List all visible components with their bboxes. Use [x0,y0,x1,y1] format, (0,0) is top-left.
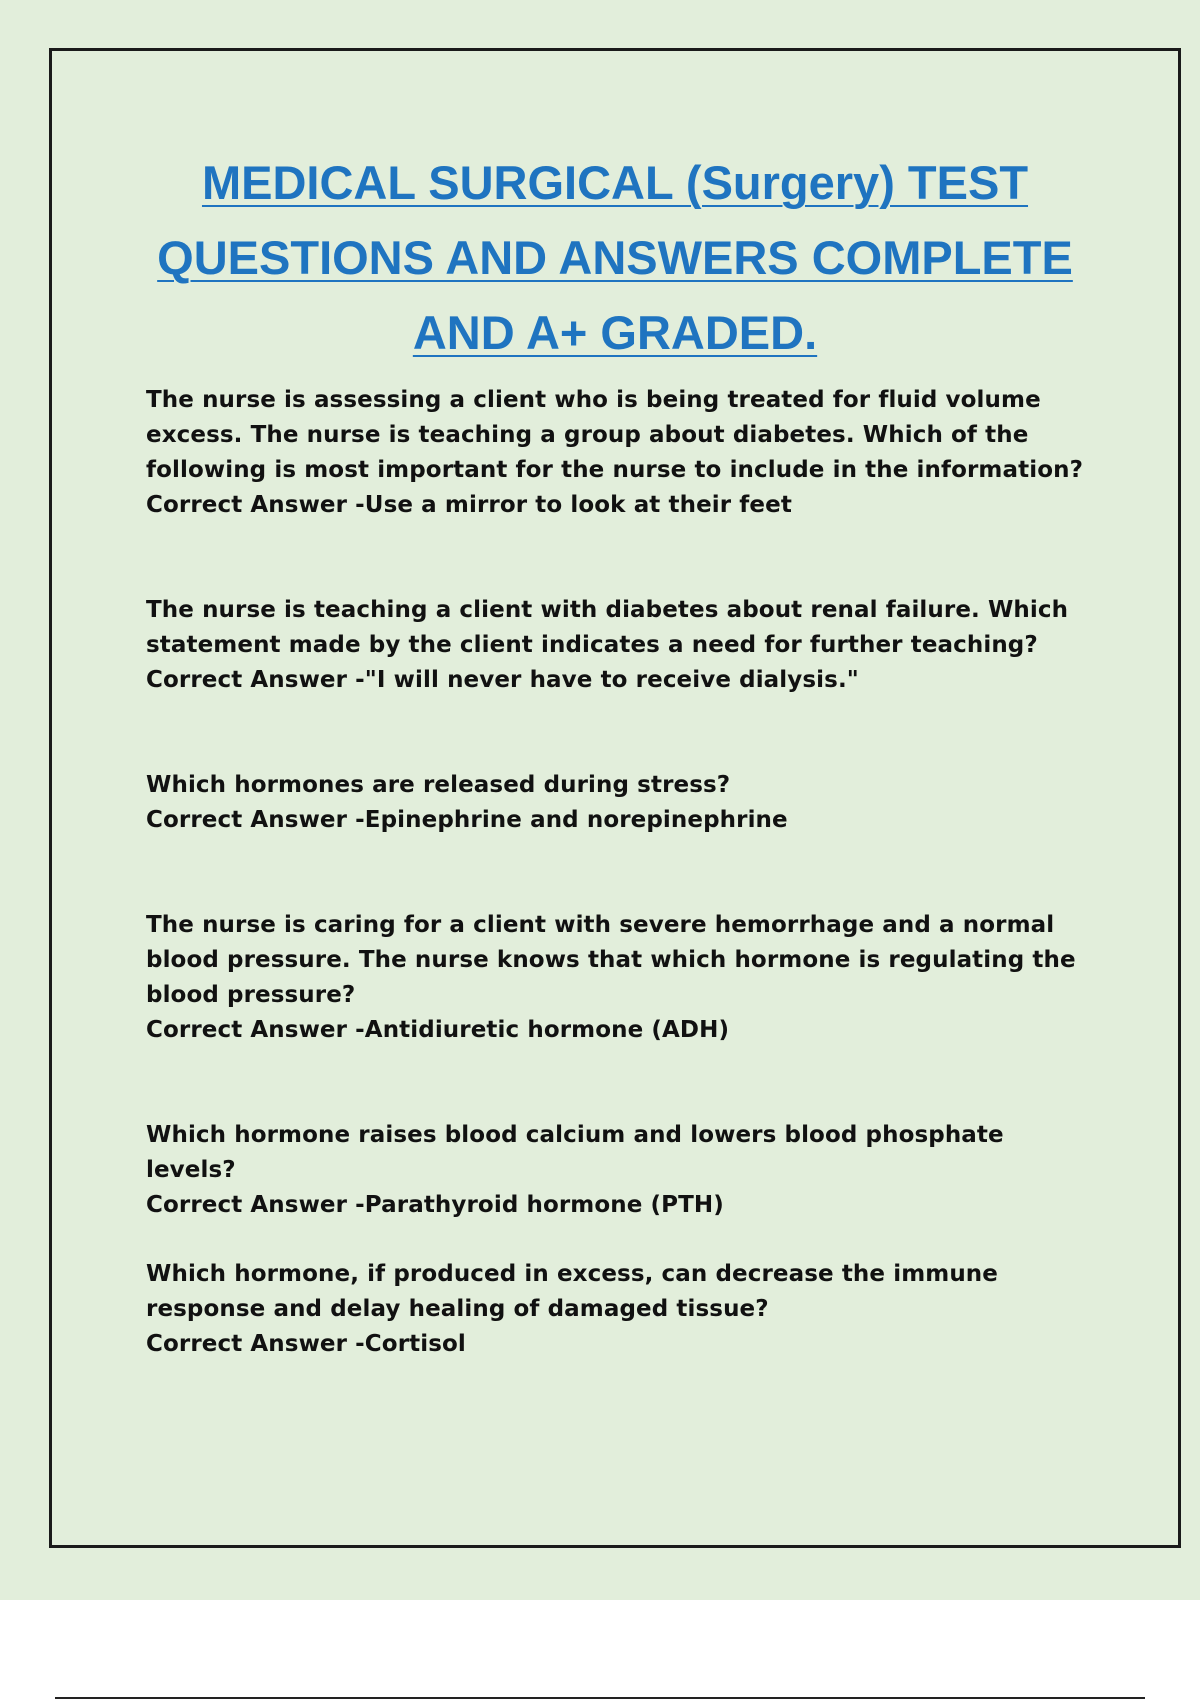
answer-text: Correct Answer -Use a mirror to look at their feet [146,492,792,518]
footer-divider [55,1697,1145,1699]
qa-item-1 [146,383,1096,523]
document-title [60,145,1170,370]
qa-item-4 [146,908,1096,1048]
question-text: Which hormone raises blood calcium and lowers blood phosphate levels? [146,1122,1004,1183]
title-line-2: QUESTIONS AND ANSWERS COMPLETE [157,231,1073,284]
question-text: Which hormones are released during stress? [146,772,731,798]
answer-text: Correct Answer -Parathyroid hormone (PTH) [146,1192,724,1218]
question-text: The nurse is teaching a client with diabetes about renal failure. Which statement made by the client indicates a need for further teaching? [146,597,1069,658]
qa-item-3 [146,768,1096,838]
question-text: The nurse is assessing a client who is being treated for fluid volume excess. The nurse is teaching a group about diabetes. Which of the following is most important for the nurse to include in the information? [146,387,1084,483]
answer-text: Correct Answer -Antidiuretic hormone (ADH) [146,1017,730,1043]
qa-item-6 [146,1257,1096,1362]
question-text: The nurse is caring for a client with severe hemorrhage and a normal blood pressure. The nurse knows that which hormone is regulating the blood pressure? [146,912,1076,1008]
qa-item-2 [146,593,1096,698]
answer-text: Correct Answer -Cortisol [146,1331,466,1357]
title-line-1: MEDICAL SURGICAL (Surgery) TEST [201,156,1029,209]
qa-item-5 [146,1118,1096,1223]
answer-text: Correct Answer -"I will never have to receive dialysis." [146,667,859,693]
question-text: Which hormone, if produced in excess, can decrease the immune response and delay healing of damaged tissue? [146,1261,998,1322]
title-line-3: AND A+ GRADED. [412,306,818,359]
answer-text: Correct Answer -Epinephrine and norepinephrine [146,807,788,833]
